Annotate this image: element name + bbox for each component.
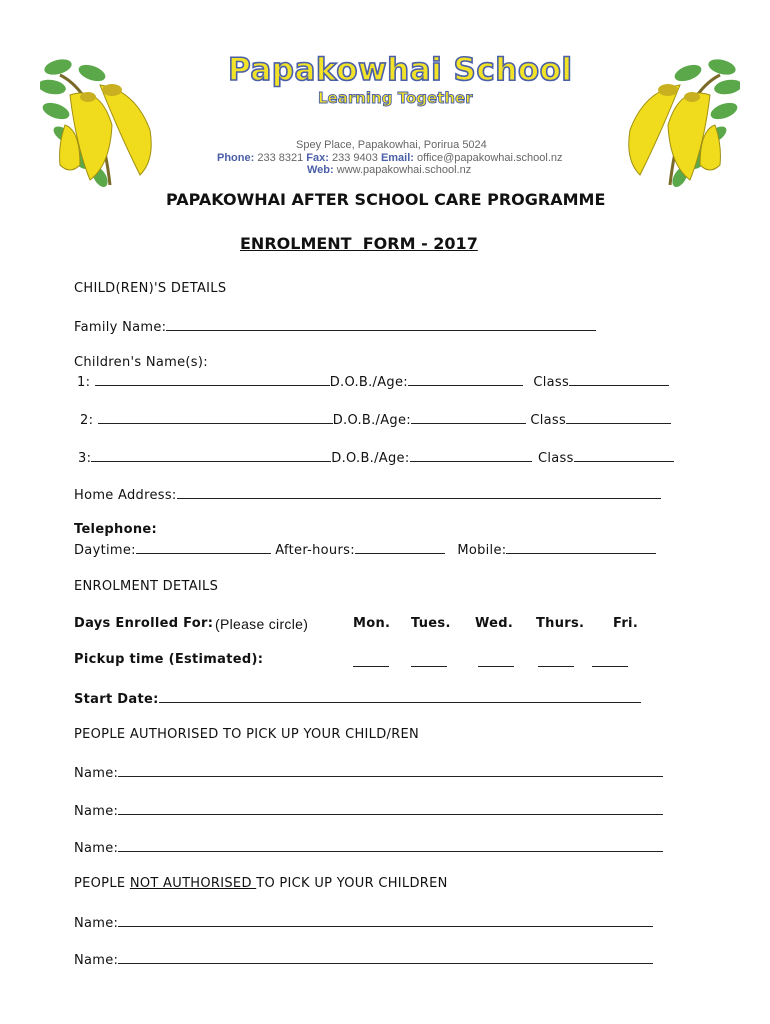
name-label: Name: [74,804,119,819]
class-field[interactable] [569,373,669,386]
start-date-field[interactable] [159,690,641,703]
day-wed[interactable]: Wed. [475,616,514,631]
child-row-number: 1: [77,375,91,390]
authorised-name-row [74,839,663,856]
email-value: office@papakowhai.school.nz [417,152,563,164]
start-date-row [74,690,641,707]
dob-label: D.O.B./Age: [332,413,411,428]
day-fri[interactable]: Fri. [613,616,639,631]
dob-label: D.O.B./Age: [331,451,410,466]
pickup-mon-field[interactable] [353,654,389,667]
school-address: Spey Place, Papakowhai, Porirua 5024 [296,139,487,151]
authorised-name-row [74,802,663,819]
telephone-label: Telephone: [74,522,157,537]
family-name-field[interactable] [166,318,596,331]
dob-label: D.O.B./Age: [329,375,408,390]
class-label: Class [530,413,567,428]
web-label: Web: [307,164,334,176]
please-circle-note: (Please circle) [215,616,309,632]
daytime-label: Daytime: [74,543,136,558]
authorised-name-field[interactable] [118,764,663,777]
children-names-label: Children's Name(s): [74,355,208,370]
class-label: Class [533,375,570,390]
child-name-field[interactable] [91,449,331,462]
kowhai-flower-left-icon [40,55,170,190]
pickup-time-label: Pickup time (Estimated): [74,652,264,667]
web-line [307,164,471,176]
name-label: Name: [74,953,119,968]
day-thurs[interactable]: Thurs. [536,616,585,631]
authorised-name-field[interactable] [118,802,663,815]
not-auth-prefix: PEOPLE [74,876,130,891]
home-address-label: Home Address: [74,488,177,503]
name-label: Name: [74,766,119,781]
pickup-thurs-field[interactable] [538,654,574,667]
child-row-number: 2: [80,413,94,428]
pickup-tues-field[interactable] [411,654,447,667]
day-tues[interactable]: Tues. [411,616,451,631]
child-row-3 [78,449,674,466]
dob-field[interactable] [410,449,532,462]
form-subtitle: ENROLMENT FORM - 2017 [240,234,478,253]
email-label: Email: [380,152,414,164]
afterhours-label: After-hours: [275,543,355,558]
day-mon[interactable]: Mon. [353,616,391,631]
child-name-field[interactable] [98,411,333,424]
class-field[interactable] [566,411,671,424]
name-label: Name: [74,916,119,931]
fax-label: Fax: [306,152,329,164]
dob-field[interactable] [408,373,523,386]
contact-line [217,152,563,164]
not-auth-suffix: TO PICK UP YOUR CHILDREN [256,876,448,891]
class-label: Class [537,451,574,466]
pickup-wed-field[interactable] [478,654,514,667]
family-name-label: Family Name: [74,320,167,335]
mobile-label: Mobile: [457,543,507,558]
not-authorised-name-field[interactable] [118,951,653,964]
phone-label: Phone: [217,152,255,164]
name-label: Name: [74,841,119,856]
not-authorised-name-field[interactable] [118,914,653,927]
fax-value: 233 9403 [331,152,378,164]
daytime-field[interactable] [136,541,271,554]
authorised-name-field[interactable] [118,839,663,852]
class-field[interactable] [574,449,674,462]
mobile-field[interactable] [506,541,656,554]
authorised-section-heading: PEOPLE AUTHORISED TO PICK UP YOUR CHILD/REN [74,727,420,742]
child-row-2 [80,411,671,428]
family-name-row [74,318,596,335]
not-authorised-name-row [74,951,653,968]
not-auth-emphasis: NOT AUTHORISED [129,876,257,891]
authorised-name-row [74,764,663,781]
school-tagline: Learning Together [318,89,473,107]
form-title: PAPAKOWHAI AFTER SCHOOL CARE PROGRAMME [166,190,606,209]
home-address-row [74,486,661,503]
enrolment-section-heading: ENROLMENT DETAILS [74,579,219,594]
not-authorised-name-row [74,914,653,931]
not-authorised-section-heading [74,876,448,891]
school-name-logo: Papakowhai School [228,52,573,88]
home-address-field[interactable] [177,486,661,499]
kowhai-flower-right-icon [610,55,740,190]
child-row-number: 3: [78,451,92,466]
start-date-label: Start Date: [74,692,159,707]
child-row-1 [77,373,669,390]
phone-value: 233 8321 [257,152,304,164]
dob-field[interactable] [411,411,526,424]
afterhours-field[interactable] [355,541,445,554]
web-value: www.papakowhai.school.nz [336,164,472,176]
children-section-heading: CHILD(REN)'S DETAILS [74,281,227,296]
pickup-fri-field[interactable] [592,654,628,667]
telephone-row [74,541,656,558]
days-enrolled-label: Days Enrolled For: [74,616,214,631]
child-name-field[interactable] [95,373,330,386]
